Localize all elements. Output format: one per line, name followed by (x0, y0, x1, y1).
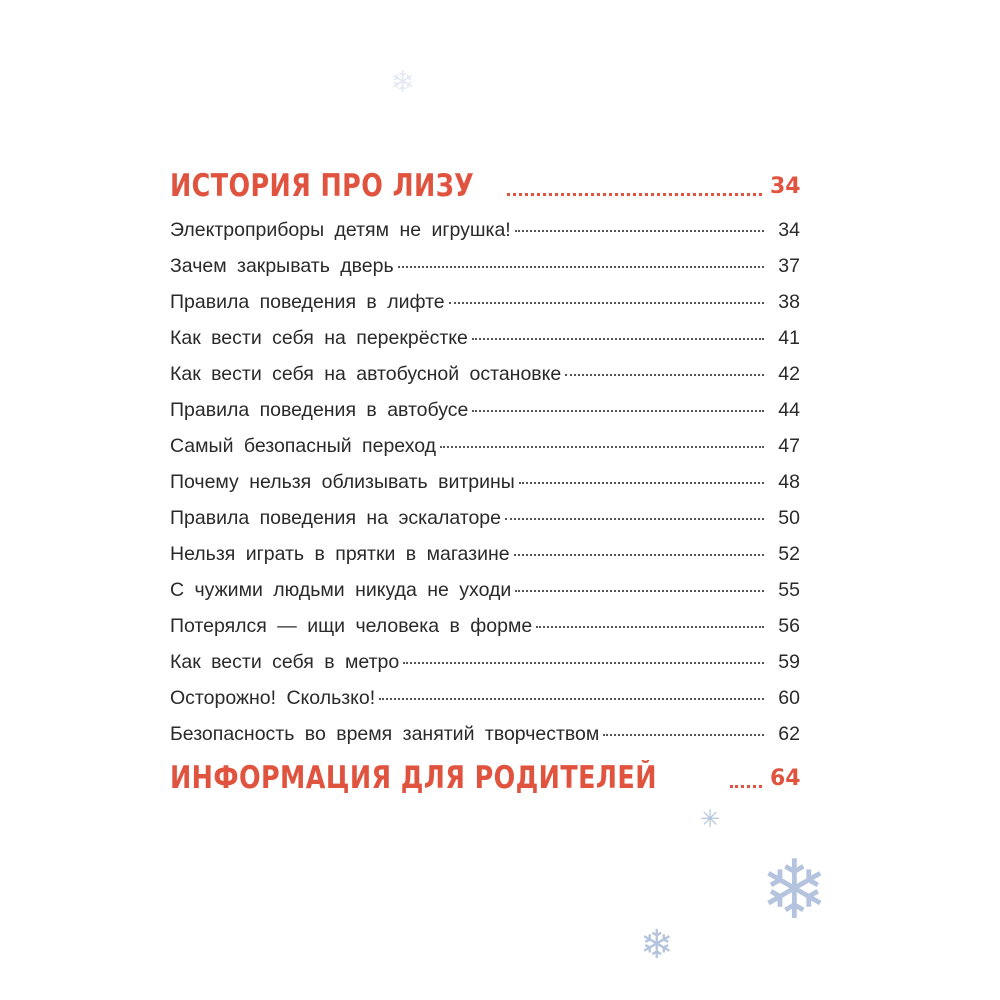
toc-entry[interactable] (170, 716, 800, 752)
toc-entry[interactable] (170, 680, 800, 716)
toc-entry[interactable] (170, 284, 800, 320)
entry-title: Как вести себя на перекрёстке (170, 327, 468, 349)
toc-entry[interactable] (170, 356, 800, 392)
toc-entry[interactable] (170, 464, 800, 500)
entry-title: Самый безопасный переход (170, 435, 437, 457)
dot-leader (440, 446, 764, 448)
dot-leader (536, 626, 764, 628)
entry-title: Как вести себя на автобусной остановке (170, 363, 562, 385)
dot-leader (514, 554, 764, 556)
toc-entry[interactable] (170, 428, 800, 464)
dot-leader (379, 698, 764, 700)
toc-section-parents[interactable] (170, 752, 800, 804)
dot-leader (519, 482, 764, 484)
dot-leader (403, 662, 764, 664)
page-number: 56 (778, 615, 800, 637)
dot-leader (505, 518, 764, 520)
toc-entry[interactable] (170, 644, 800, 680)
dot-leader (603, 734, 764, 736)
toc-entry[interactable] (170, 536, 800, 572)
page-number: 64 (770, 765, 801, 791)
toc-entry[interactable] (170, 212, 800, 248)
page-number: 38 (778, 291, 800, 313)
dot-leader (515, 590, 764, 592)
entry-title: Как вести себя в метро (170, 651, 400, 673)
entry-title: Потерялся — ищи человека в форме (170, 615, 533, 637)
toc-entry[interactable] (170, 320, 800, 356)
page-number: 59 (778, 651, 800, 673)
toc-entry[interactable] (170, 500, 800, 536)
page-number: 41 (778, 327, 800, 349)
dot-leader (565, 374, 764, 376)
entry-title: Безопасность во время занятий творчеством (170, 723, 600, 745)
dot-leader (472, 338, 764, 340)
toc-section-lisa[interactable] (170, 160, 800, 212)
page-number: 50 (778, 507, 800, 529)
section-title: ИНФОРМАЦИЯ ДЛЯ РОДИТЕЛЕЙ (170, 760, 657, 796)
dot-leader (472, 410, 764, 412)
snowflake-icon: ❄ (390, 66, 416, 99)
dot-leader (507, 193, 762, 196)
page-number: 52 (778, 543, 800, 565)
entry-title: Нельзя играть в прятки в магазине (170, 543, 510, 565)
dot-leader (515, 230, 764, 232)
page-number: 47 (778, 435, 800, 457)
dot-leader (398, 266, 764, 268)
snowflake-icon: ❄ (760, 845, 829, 936)
toc-entry[interactable] (170, 248, 800, 284)
page-number: 62 (778, 723, 800, 745)
entry-title: Электроприборы детям не игрушка! (170, 219, 511, 241)
entry-title: Зачем закрывать дверь (170, 255, 394, 277)
snowflake-icon: ❄ (640, 923, 674, 967)
toc-entry[interactable] (170, 608, 800, 644)
entry-title: Почему нельзя облизывать витрины (170, 471, 515, 493)
page-number: 44 (778, 399, 800, 421)
snowflake-icon: ✳ (700, 806, 721, 833)
table-of-contents (170, 160, 800, 804)
page-number: 34 (770, 173, 801, 199)
page-number: 55 (778, 579, 800, 601)
dot-leader (449, 302, 764, 304)
page-number: 34 (778, 219, 800, 241)
page-number: 60 (778, 687, 800, 709)
entry-title: Правила поведения в автобусе (170, 399, 469, 421)
page-number: 42 (778, 363, 800, 385)
page-number: 37 (778, 255, 800, 277)
page-number: 48 (778, 471, 800, 493)
entry-title: Правила поведения на эскалаторе (170, 507, 501, 529)
section-title: ИСТОРИЯ ПРО ЛИЗУ (170, 168, 475, 204)
entry-title: С чужими людьми никуда не уходи (170, 579, 512, 601)
dot-leader (730, 785, 762, 788)
entry-title: Осторожно! Скользко! (170, 687, 376, 709)
toc-entry[interactable] (170, 572, 800, 608)
toc-entry[interactable] (170, 392, 800, 428)
entry-title: Правила поведения в лифте (170, 291, 445, 313)
